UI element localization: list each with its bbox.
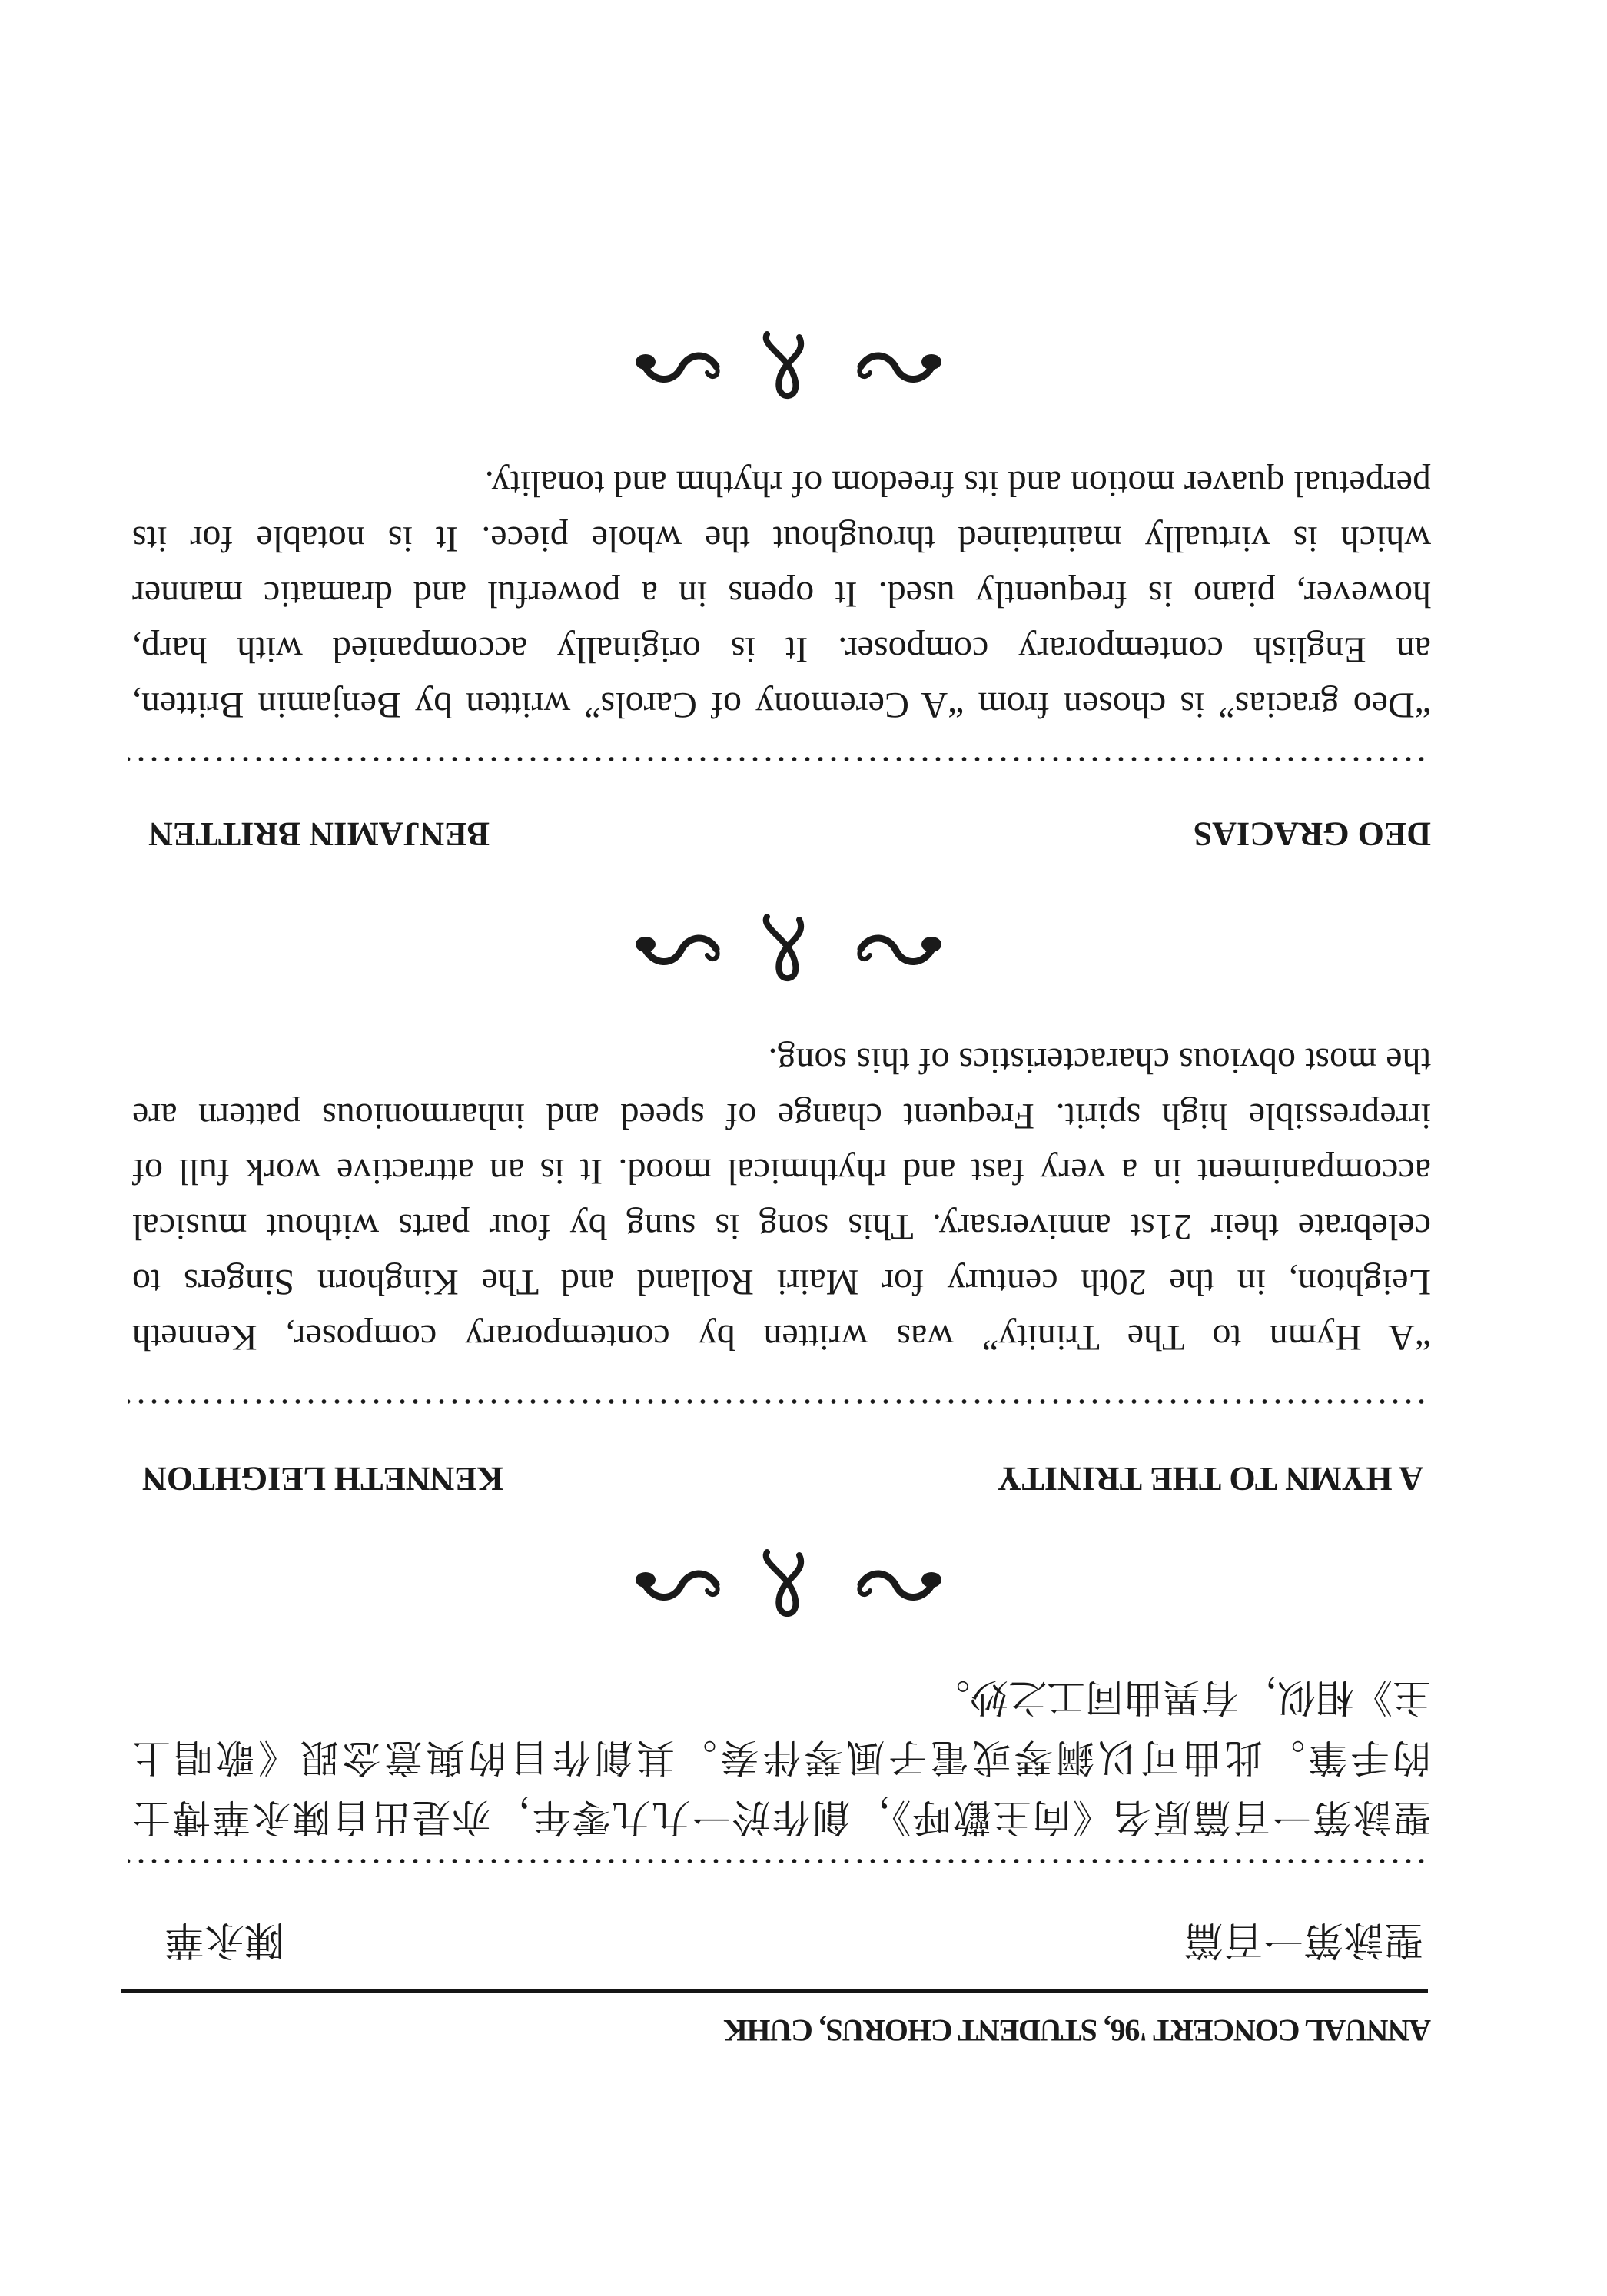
ornament-divider	[627, 330, 950, 403]
dotted-separator	[128, 756, 1428, 762]
right-scroll-icon	[636, 354, 718, 380]
scroll-curl	[859, 367, 870, 377]
center-loop-icon	[766, 1552, 801, 1614]
center-loop-icon	[766, 917, 801, 978]
header-rule	[121, 1989, 1428, 1993]
piece-description	[132, 1033, 1431, 1365]
scroll-curl	[707, 949, 718, 959]
composer-name: 陳永華	[164, 1916, 284, 1963]
scroll-blob	[636, 937, 656, 952]
scroll-curl	[707, 367, 718, 377]
piece-title: A HYMN TO THE TRINITY	[997, 1460, 1423, 1498]
description-line: celebrate their 21st anniversary. This song is sung by four parts without musical	[132, 1206, 1431, 1247]
description-line: perpetual quaver motion and its freedom of rhythm and tonality.	[484, 463, 1431, 504]
scroll-blob	[636, 354, 656, 370]
dotted-separator	[128, 1399, 1428, 1405]
piece-title: 聖詠第一百篇	[1183, 1916, 1423, 1963]
left-scroll-icon	[859, 354, 941, 380]
left-scroll-icon	[859, 1572, 941, 1598]
description-line: accompaniment in a very fast and rhythmical mood. It is an attractive work full of	[132, 1151, 1431, 1192]
description-line: “Deo gracias” is chosen from “A Ceremony of Carols” written by Benjamin Britten,	[132, 685, 1431, 725]
right-scroll-icon	[636, 937, 718, 962]
scroll-curl	[859, 949, 870, 959]
scroll-blob	[921, 937, 941, 952]
right-scroll-icon	[636, 1572, 718, 1598]
description-line: the most obvious characteristics of this song.	[768, 1040, 1431, 1081]
description-line: 聖詠第一百篇原名《向主歡呼》，創作於一九九零年，亦是出自陳永華博士	[132, 1795, 1431, 1840]
description-line: “A Hymn to The Trinity” was written by contemporary composer, Kenneth	[132, 1317, 1431, 1358]
center-loop-icon	[766, 334, 801, 396]
composer-name: BENJAMIN BRITTEN	[148, 815, 490, 853]
description-line: however, piano is frequently used. It opens in a powerful and dramatic manner	[132, 574, 1431, 615]
description-line: an English contemporary composer. It is originally accompanied with harp,	[132, 629, 1431, 670]
piece-description	[132, 1667, 1431, 1847]
scroll-blob	[636, 1572, 656, 1588]
loop-stroke	[766, 334, 801, 396]
scroll-blob	[921, 1572, 941, 1588]
concert-header: ANNUAL CONCERT '96, STUDENT CHORUS, CUHK	[724, 2013, 1431, 2048]
left-scroll-icon	[859, 937, 941, 962]
loop-stroke	[766, 917, 801, 978]
description-line: 主》相似，有異曲同工之妙。	[931, 1675, 1431, 1720]
composer-name: KENNETH LEIGHTON	[142, 1460, 503, 1498]
description-line: irrepressible high spirit. Frequent change of speed and inharmonious pattern are	[132, 1096, 1431, 1136]
dotted-separator	[128, 1858, 1428, 1864]
description-line: 的手筆。此曲可以鋼琴或電子風琴伴奏。其創作目的與意念跟《歌唱上	[132, 1735, 1431, 1780]
loop-stroke	[766, 1552, 801, 1614]
piece-description	[132, 456, 1431, 732]
scroll-blob	[921, 354, 941, 370]
piece-title: DEO GRACIAS	[1193, 815, 1431, 853]
description-line: which is virtually maintained throughout the whole piece. It is notable for its	[132, 519, 1431, 559]
scroll-curl	[859, 1584, 870, 1594]
ornament-divider	[627, 912, 950, 986]
scroll-curl	[707, 1584, 718, 1594]
ornament-divider	[627, 1548, 950, 1621]
description-line: Leighton, in the 20th century for Mairi Rolland and The Kinghorn Singers to	[132, 1262, 1431, 1302]
